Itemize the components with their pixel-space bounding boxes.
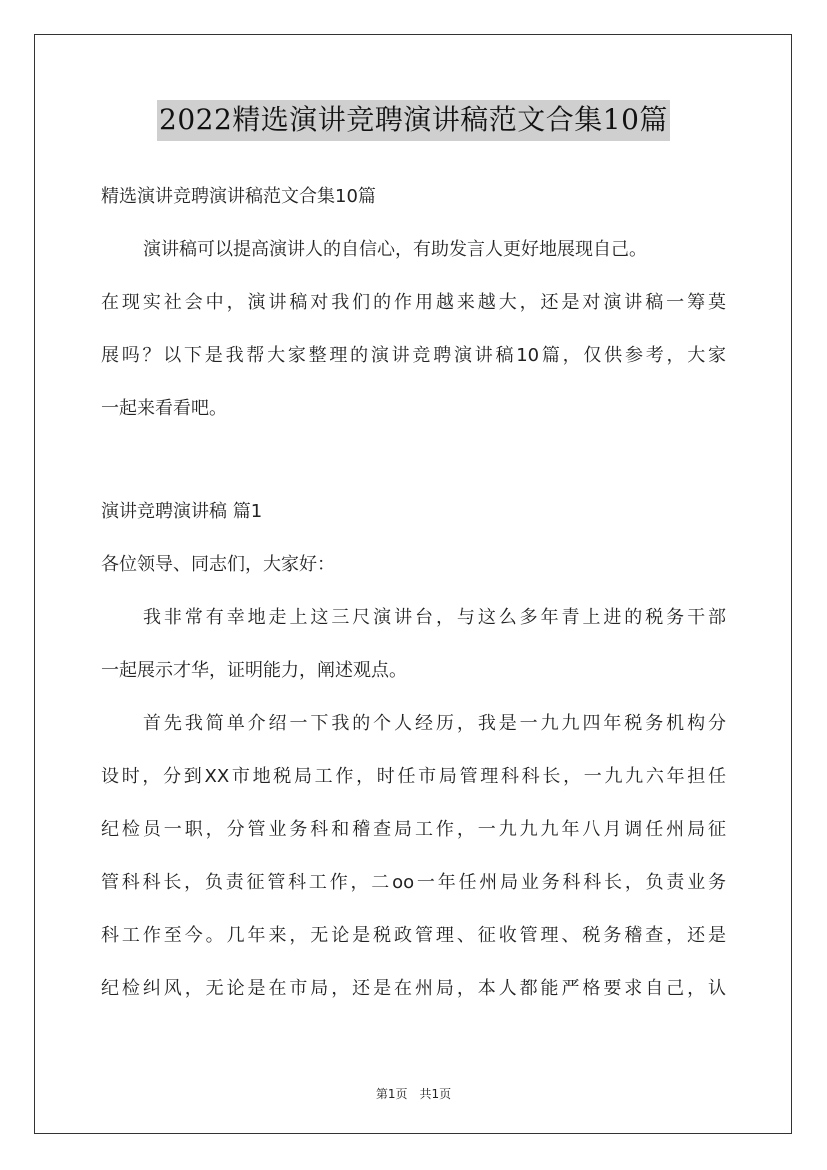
intro-line: 展吗？以下是我帮大家整理的演讲竞聘演讲稿10篇，仅供参考，大家 [101, 345, 726, 366]
paragraph-line: 纪检纠风，无论是在市局，还是在州局，本人都能严格要求自己，认 [101, 978, 726, 999]
subtitle: 精选演讲竞聘演讲稿范文合集10篇 [101, 186, 376, 207]
paragraph-line: 科工作至今。几年来，无论是税政管理、征收管理、税务稽查，还是 [101, 925, 726, 946]
intro-line: 在现实社会中，演讲稿对我们的作用越来越大，还是对演讲稿一筹莫 [101, 292, 726, 313]
paragraph-line: 首先我简单介绍一下我的个人经历，我是一九九四年税务机构分 [143, 713, 726, 734]
document-title: 2022精选演讲竞聘演讲稿范文合集10篇 [157, 100, 670, 141]
paragraph-line: 纪检员一职，分管业务科和稽查局工作，一九九九年八月调任州局征 [101, 819, 726, 840]
page-footer: 第1页 共1页 [375, 1087, 452, 1101]
paragraph-line: 我非常有幸地走上这三尺演讲台，与这么多年青上进的税务干部 [143, 607, 726, 628]
greeting: 各位领导、同志们，大家好： [101, 554, 335, 575]
title-container [0, 100, 827, 141]
paragraph-line: 设时，分到XX市地税局工作，时任市局管理科科长，一九九六年担任 [101, 766, 726, 787]
paragraph-line: 一起展示才华，证明能力，阐述观点。 [101, 660, 407, 681]
section-spacer [101, 435, 726, 485]
document-body [101, 170, 726, 1015]
paragraph-line: 管科科长，负责征管科工作，二oo一年任州局业务科科长，负责业务 [101, 872, 726, 893]
intro-line: 一起来看看吧。 [101, 398, 227, 419]
section-heading: 演讲竞聘演讲稿 篇1 [101, 501, 263, 522]
intro-line: 演讲稿可以提高演讲人的自信心，有助发言人更好地展现自己。 [143, 239, 647, 260]
